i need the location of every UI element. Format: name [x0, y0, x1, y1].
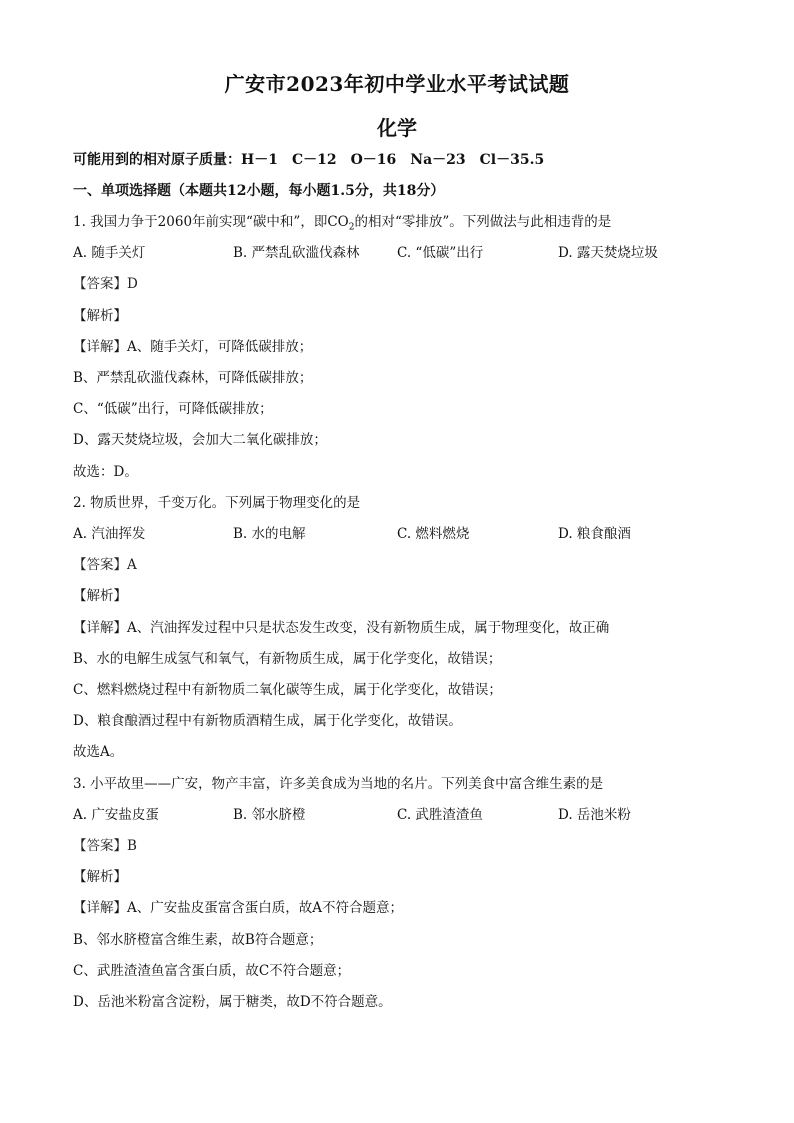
question-1-answer: 【答案】D — [73, 276, 138, 292]
question-1-option-a: A. 随手关灯 — [73, 245, 146, 261]
atomic-masses-line: 可能用到的相对原子质量：H－1 C－12 O－16 Na－23 Cl－35.5 — [73, 152, 545, 168]
question-2-detail-3: C、燃料燃烧过程中有新物质二氧化碳等生成，属于化学变化，故错误； — [73, 682, 502, 698]
question-3-analysis: 【解析】 — [73, 869, 127, 885]
question-2-option-a: A. 汽油挥发 — [73, 526, 146, 542]
question-1-detail-2: B、严禁乱砍滥伐森林，可降低碳排放； — [73, 370, 313, 386]
question-1-stem-sub: 2 — [348, 222, 355, 233]
question-1-stem-post: 的相对“零排放”。下列做法与此相违背的是 — [354, 214, 612, 230]
question-1-option-d: D. 露天焚烧垃圾 — [558, 245, 658, 261]
question-2-option-d: D. 粮食酿酒 — [558, 526, 631, 542]
question-3-detail-4: D、岳池米粉富含淀粉，属于糖类，故D不符合题意。 — [73, 994, 392, 1010]
question-1-option-c: C. “低碳”出行 — [397, 245, 484, 261]
question-3-option-c: C. 武胜渣渣鱼 — [397, 807, 483, 823]
question-2-answer: 【答案】A — [73, 557, 137, 573]
question-2-detail-4: D、粮食酿酒过程中有新物质酒精生成，属于化学变化，故错误。 — [73, 713, 462, 729]
question-2-detail-5: 故选A。 — [73, 744, 124, 760]
question-3-option-a: A. 广安盐皮蛋 — [73, 807, 159, 823]
question-2-option-c: C. 燃料燃烧 — [397, 526, 470, 542]
question-3-answer: 【答案】B — [73, 838, 137, 854]
question-2-analysis: 【解析】 — [73, 588, 127, 604]
question-2-detail-2: B、水的电解生成氢气和氧气，有新物质生成，属于化学变化，故错误； — [73, 651, 502, 667]
question-2-stem: 2. 物质世界，千变万化。下列属于物理变化的是 — [73, 495, 361, 511]
section-heading: 一、单项选择题（本题共12小题，每小题1.5分，共18分） — [73, 183, 445, 199]
question-3-detail-3: C、武胜渣渣鱼富含蛋白质，故C不符合题意； — [73, 963, 351, 979]
subject-title: 化学 — [377, 116, 417, 140]
question-2-detail-1: 【详解】A、汽油挥发过程中只是状态发生改变，没有新物质生成，属于物理变化，故正确 — [73, 620, 610, 636]
question-3-detail-1: 【详解】A、广安盐皮蛋富含蛋白质，故A不符合题意； — [73, 900, 403, 916]
question-3-detail-2: B、邻水脐橙富含维生素，故B符合题意； — [73, 932, 323, 948]
question-1-stem-pre: 1. 我国力争于2060年前实现“碳中和”，即CO — [73, 214, 349, 230]
page-title: 广安市2023年初中学业水平考试试题 — [224, 72, 570, 96]
question-1-analysis: 【解析】 — [73, 308, 127, 324]
question-3-option-b: B. 邻水脐橙 — [233, 807, 306, 823]
question-2-option-b: B. 水的电解 — [233, 526, 306, 542]
question-1-detail-1: 【详解】A、随手关灯，可降低碳排放； — [73, 339, 313, 355]
question-1-detail-3: C、“低碳”出行，可降低碳排放； — [73, 401, 273, 417]
question-1-option-b: B. 严禁乱砍滥伐森林 — [233, 245, 360, 261]
question-1-stem — [73, 212, 611, 238]
question-1-detail-5: 故选：D。 — [73, 464, 138, 480]
question-3-stem: 3. 小平故里——广安，物产丰富，许多美食成为当地的名片。下列美食中富含维生素的是 — [73, 776, 604, 792]
question-3-option-d: D. 岳池米粉 — [558, 807, 631, 823]
question-1-detail-4: D、露天焚烧垃圾，会加大二氧化碳排放； — [73, 432, 327, 448]
